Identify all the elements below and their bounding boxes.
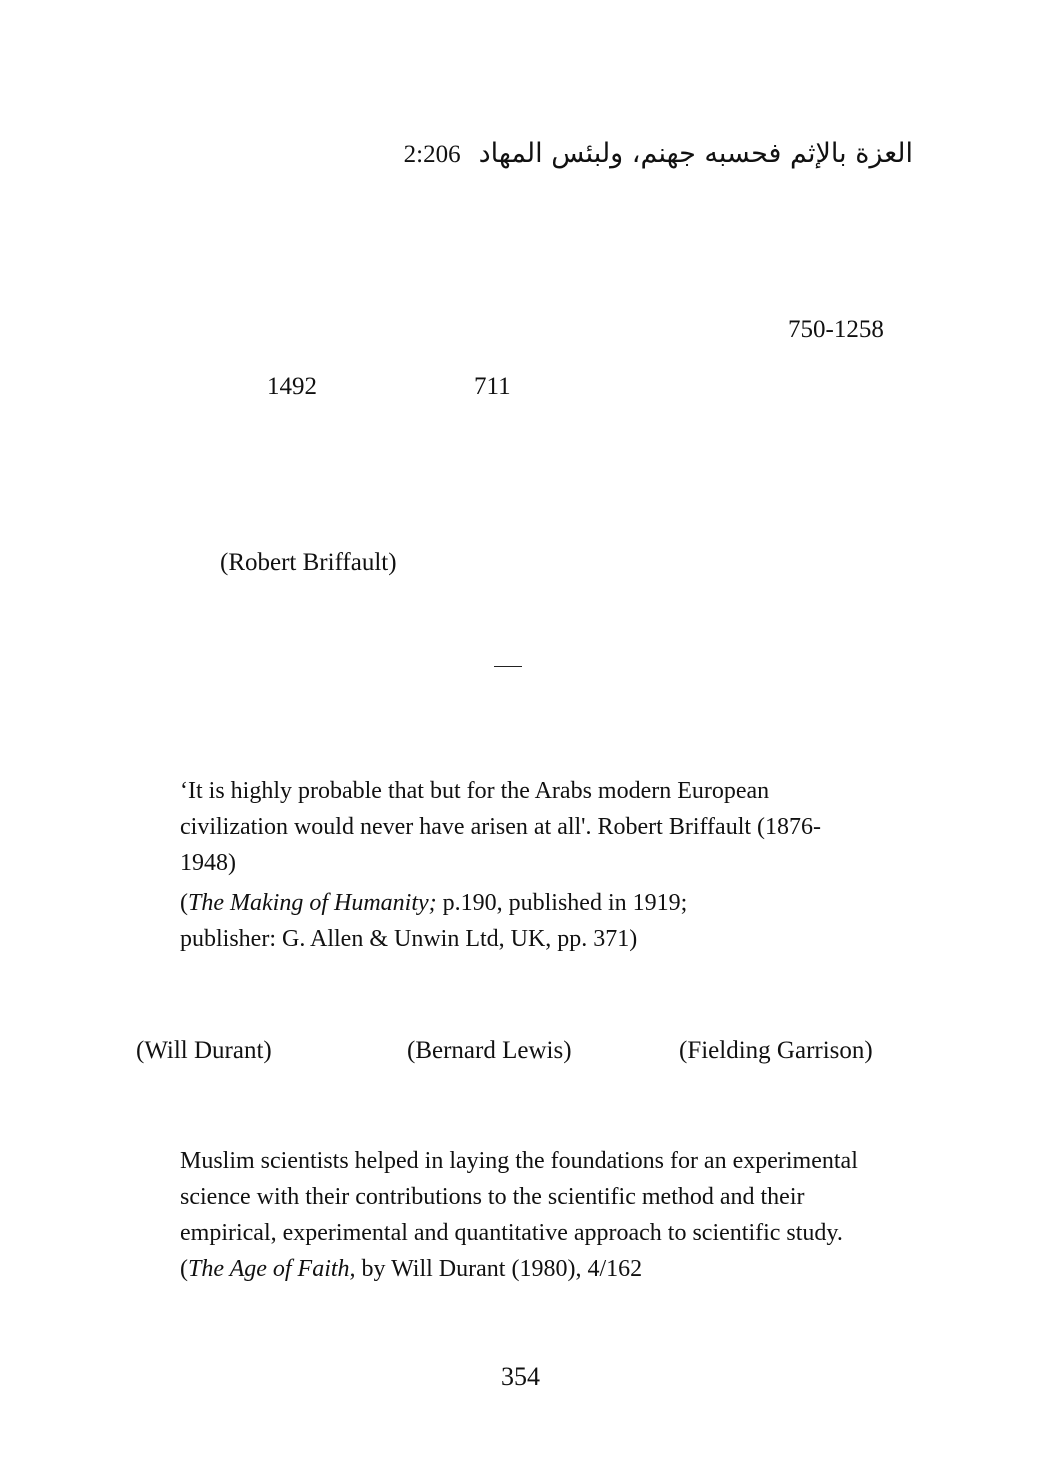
durant-quote <box>180 1143 870 1287</box>
book-title-age-of-faith: The Age of Faith, <box>188 1256 356 1282</box>
durant-quote-text: Muslim scientists helped in laying the foundations for an experimental science with their contributions to the scientific method and their empirical, experimental and quantitative approach to scientific study. (The Age of Faith, by Will Durant (1980), 4/162 <box>180 1148 858 1282</box>
year-end: 1492 <box>267 373 317 400</box>
author-tag-briffault: (Robert Briffault) <box>220 549 397 576</box>
abbasid-year-range: 750-1258 <box>788 316 884 343</box>
dash-divider <box>494 666 522 667</box>
name-fielding-garrison: (Fielding Garrison) <box>679 1037 873 1064</box>
briffault-quote-text: ‘It is highly probable that but for the Arabs modern European civilization would never have arisen at all'. Robert Briffault (1876-1948) <box>180 778 822 876</box>
name-will-durant: (Will Durant) <box>136 1037 272 1064</box>
quran-verse-line <box>404 138 913 169</box>
briffault-citation: (The Making of Humanity; p.190, published in 1919; publisher: G. Allen & Unwin Ltd, UK, pp. 371) <box>180 890 688 952</box>
page-number: 354 <box>501 1362 540 1391</box>
book-title-making-of-humanity: The Making of Humanity; <box>188 890 437 916</box>
name-bernard-lewis: (Bernard Lewis) <box>407 1037 572 1064</box>
verse-arabic-text: العزة بالإثم فحسبه جهنم، ولبئس المهاد <box>478 138 913 169</box>
briffault-quote <box>180 773 870 957</box>
year-start: 711 <box>474 373 511 400</box>
verse-reference: 2:206 <box>403 141 461 168</box>
